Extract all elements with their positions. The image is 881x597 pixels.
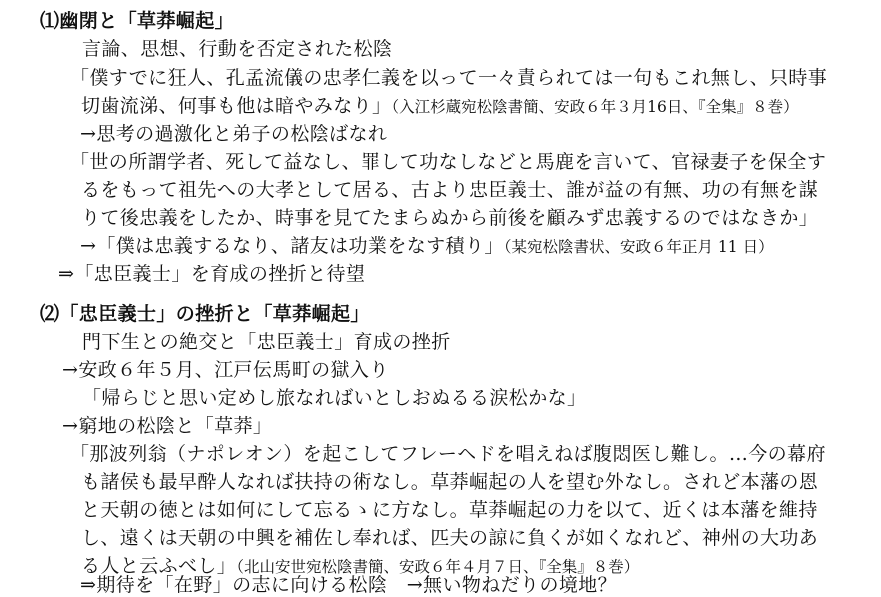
text-line: 門下生との絶交と「忠臣義士」育成の挫折 xyxy=(82,331,451,353)
text-line: →窮地の松陰と「草莽」 xyxy=(62,415,273,437)
quote-line: し、遠くは天朝の中興を補佐し奉れば、匹夫の諒に負くが如くなれど、神州の大功あ xyxy=(81,527,819,549)
text-line: 言論、思想、行動を否定された松陰 xyxy=(82,38,393,60)
quote-line: 「僕すでに狂人、孔孟流儀の忠孝仁義を以って一々責られては一句もこれ無し、只時事 xyxy=(70,67,828,89)
citation: （某宛松陰書状、安政６年正月 11 日） xyxy=(503,238,774,256)
text-line: →思考の過激化と弟子の松陰ばなれ xyxy=(80,123,388,145)
section-2-heading: ⑵「忠臣義士」の挫折と「草莽崛起」 xyxy=(40,303,370,325)
quote-line: 「世の所謂学者、死して益なし、罪して功なしなどと馬鹿を言いて、官禄妻子を保全す xyxy=(70,151,827,173)
conclusion-line: ⇒期待を「在野」の志に向ける松陰 →無い物ねだりの境地？ xyxy=(80,574,618,596)
quote-line: 「那波列翁（ナポレオン）を起こしてフレーヘドを唱えねば腹悶医し難し。…今の幕府 xyxy=(70,443,826,465)
quote-text: る人と云ふべし」 xyxy=(81,555,237,577)
text-line: →安政６年５月、江戸伝馬町の獄入り xyxy=(62,359,389,381)
citation: （入江杉蔵宛松陰書簡、安政６年３月16日、『全集』８巻） xyxy=(391,98,799,116)
citation: （北山安世宛松陰書簡、安政６年４月７日、『全集』８巻） xyxy=(236,558,640,576)
section-1-heading: ⑴幽閉と「草莽崛起」 xyxy=(40,10,235,32)
quote-line: と天朝の徳とは如何にして忘るゝに方なし。草莽崛起の力を以て、近くは本藩を維持 xyxy=(81,499,818,521)
quote-text: 切歯流涕、何事も他は暗やみなり」 xyxy=(81,95,392,117)
quote-line: も諸侯も最早酔人なれば扶持の術なし。草莽崛起の人を望む外なし。されど本藩の恩 xyxy=(81,471,819,493)
quote-text: →「僕は忠義するなり、諸友は功業をなす積り」 xyxy=(80,235,504,257)
poem-line: 「帰らじと思い定めし旅なればいとしおぬるる涙松かな」 xyxy=(82,387,587,409)
text-line xyxy=(80,234,774,259)
quote-line xyxy=(81,94,799,119)
conclusion-line: ⇒「忠臣義士」を育成の挫折と待望 xyxy=(58,263,366,285)
quote-line: りて後忠義をしたか、時事を見てたまらぬから前後を顧みず忠義するのではなきか」 xyxy=(81,207,819,229)
quote-line: るをもって祖先への大孝として居る、古より忠臣義士、誰が益の有無、功の有無を謀 xyxy=(81,179,819,201)
